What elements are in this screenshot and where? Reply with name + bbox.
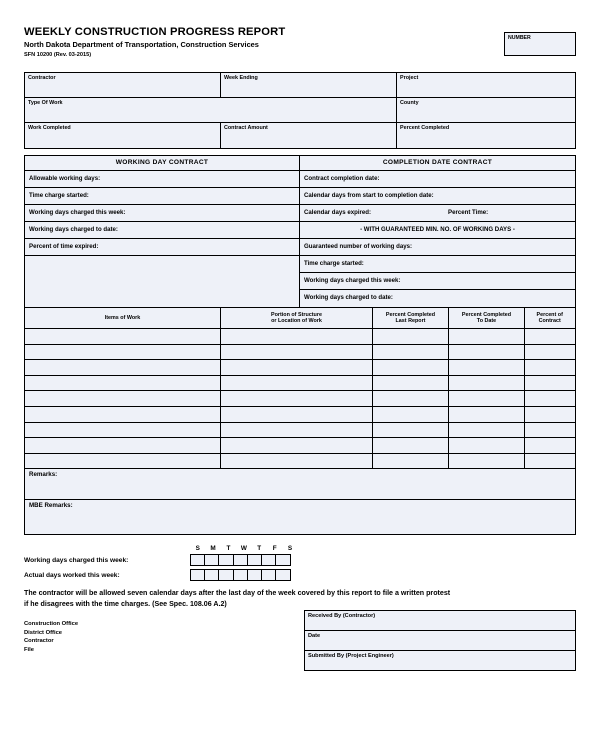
table-cell[interactable] — [525, 376, 574, 391]
table-cell[interactable] — [25, 360, 221, 375]
cdc-row-calendar-days-expired[interactable] — [300, 205, 575, 222]
table-cell[interactable] — [373, 345, 449, 360]
cdc-label-7: Working days charged to date: — [304, 293, 393, 301]
remarks-label: Remarks: — [29, 471, 58, 479]
day-checkbox[interactable] — [261, 569, 276, 581]
cdc-row-charged-to-date[interactable] — [300, 290, 575, 306]
county-label: County — [400, 99, 419, 106]
protest-note-line1: The contractor will be allowed seven calendar days after the last day of the week covered by this report to file a written protest — [24, 589, 451, 598]
table-cell[interactable] — [449, 360, 525, 375]
day-initial: T — [226, 545, 231, 553]
table-row — [25, 376, 575, 392]
table-cell[interactable] — [373, 423, 449, 438]
table-row — [25, 360, 575, 376]
day-initial: S — [287, 545, 293, 553]
table-row — [25, 345, 575, 361]
table-cell[interactable] — [449, 407, 525, 422]
list-item: File — [24, 646, 34, 653]
table-cell[interactable] — [25, 438, 221, 453]
form-sheet — [24, 26, 576, 672]
table-cell[interactable] — [449, 329, 525, 344]
signature-date-label: Date — [308, 632, 321, 639]
wdc-row-charged-to-date[interactable] — [25, 222, 299, 239]
table-row — [25, 391, 575, 407]
wdc-row-percent-time-expired[interactable] — [25, 239, 299, 256]
cdc-row-calendar-days-start-to-completion[interactable] — [300, 188, 575, 205]
cdc-label-5: Time charge started: — [304, 259, 364, 267]
table-cell[interactable] — [449, 376, 525, 391]
day-of-week-header — [190, 544, 576, 553]
cdc-label-1: Calendar days from start to completion date: — [304, 191, 434, 199]
cdc-row-guaranteed-divider — [300, 222, 575, 239]
day-checkbox[interactable] — [233, 554, 248, 566]
items-of-work-table — [24, 308, 576, 535]
cdc-label-4: Guaranteed number of working days: — [304, 242, 413, 250]
table-cell[interactable] — [221, 376, 373, 391]
day-initial: T — [257, 545, 262, 553]
cdc-label-6: Working days charged this week: — [304, 276, 401, 284]
day-checkbox[interactable] — [190, 569, 205, 581]
signature-date-field[interactable] — [305, 631, 575, 651]
column-header-last-report-line1: Percent Completed — [385, 311, 436, 318]
project-field[interactable] — [397, 73, 574, 97]
signature-box — [304, 610, 576, 671]
table-cell[interactable] — [449, 454, 525, 469]
number-label: NUMBER — [508, 34, 531, 41]
form-footer — [24, 612, 576, 672]
day-checkbox[interactable] — [261, 554, 276, 566]
wdc-row-charged-this-week[interactable] — [25, 205, 299, 222]
table-cell[interactable] — [373, 329, 449, 344]
table-cell[interactable] — [449, 423, 525, 438]
table-row — [25, 329, 575, 345]
cdc-label-2: Calendar days expired: — [304, 208, 372, 216]
day-checkbox[interactable] — [247, 554, 262, 566]
table-cell[interactable] — [525, 454, 574, 469]
table-cell[interactable] — [525, 391, 574, 406]
day-initial: F — [272, 545, 277, 553]
week-ending-label: Week Ending — [224, 74, 258, 81]
items-table-body — [25, 329, 575, 469]
day-initial: S — [195, 545, 200, 553]
completion-date-contract-heading: COMPLETION DATE CONTRACT — [300, 156, 575, 171]
table-cell[interactable] — [221, 345, 373, 360]
completion-date-contract-section — [300, 156, 575, 307]
wdc-label-1: Time charge started: — [29, 191, 89, 199]
page-title: WEEKLY CONSTRUCTION PROGRESS REPORT — [24, 26, 286, 38]
table-cell[interactable] — [221, 407, 373, 422]
working-days-charged-label: Working days charged this week: — [24, 557, 129, 565]
contract-sections — [24, 155, 576, 308]
column-header-contract-line1: Percent of — [536, 311, 563, 318]
table-cell[interactable] — [25, 329, 221, 344]
column-header-portion-of-structure — [221, 308, 373, 328]
form-id: SFN 10200 (Rev. 03-2015) — [24, 52, 92, 58]
list-item: Construction Office — [24, 621, 79, 628]
items-table-header — [25, 308, 575, 329]
mbe-remarks-field[interactable] — [25, 500, 575, 534]
column-header-percent-of-contract — [525, 308, 574, 328]
days-section — [24, 544, 576, 581]
table-cell[interactable] — [25, 376, 221, 391]
column-header-to-date-line1: Percent Completed — [461, 311, 512, 318]
column-header-to-date-line2: To Date — [476, 318, 497, 324]
work-completed-label: Work Completed — [28, 124, 71, 131]
column-header-portion-line2: or Location of Work — [271, 318, 322, 324]
percent-completed-field[interactable] — [397, 123, 574, 148]
table-cell[interactable] — [525, 345, 574, 360]
table-cell[interactable] — [373, 360, 449, 375]
contractor-field[interactable] — [25, 73, 221, 97]
table-cell[interactable] — [525, 329, 574, 344]
type-of-work-field[interactable] — [25, 98, 397, 122]
cdc-label-0: Contract completion date: — [304, 174, 380, 182]
submitted-by-label: Submitted By (Project Engineer) — [308, 652, 394, 659]
received-by-label: Received By (Contractor) — [308, 612, 376, 619]
protest-note-line2: if he disagrees with the time charges. (See Spec. 108.06 A.2) — [24, 599, 227, 608]
cdc-label-3: - WITH GUARANTEED MIN. NO. OF WORKING DAYS - — [360, 225, 515, 233]
table-cell[interactable] — [25, 423, 221, 438]
day-checkbox[interactable] — [190, 554, 205, 566]
day-checkbox[interactable] — [275, 554, 290, 566]
day-initial: W — [240, 545, 247, 553]
table-cell[interactable] — [221, 454, 373, 469]
table-cell[interactable] — [25, 407, 221, 422]
table-cell[interactable] — [373, 438, 449, 453]
day-checkbox[interactable] — [204, 569, 219, 581]
table-cell[interactable] — [373, 454, 449, 469]
info-row-3 — [25, 123, 575, 148]
table-cell[interactable] — [25, 345, 221, 360]
mbe-remarks-label: MBE Remarks: — [29, 502, 73, 510]
table-cell[interactable] — [221, 423, 373, 438]
working-days-charged-row — [24, 553, 576, 566]
day-checkbox[interactable] — [218, 569, 233, 581]
table-cell[interactable] — [25, 391, 221, 406]
day-checkbox[interactable] — [233, 569, 248, 581]
percent-completed-label: Percent Completed — [400, 124, 450, 131]
table-cell[interactable] — [449, 438, 525, 453]
table-cell[interactable] — [221, 438, 373, 453]
actual-days-worked-row — [24, 568, 576, 581]
column-header-percent-completed-to-date — [449, 308, 525, 328]
number-field[interactable] — [504, 32, 576, 56]
work-completed-field[interactable] — [25, 123, 221, 148]
column-header-portion-line1: Portion of Structure — [271, 311, 322, 318]
wdc-label-4: Percent of time expired: — [29, 242, 99, 250]
wdc-label-0: Allowable working days: — [29, 174, 101, 182]
contract-amount-field[interactable] — [221, 123, 397, 148]
column-header-contract-line2: Contract — [538, 318, 561, 324]
week-ending-field[interactable] — [221, 73, 397, 97]
table-row — [25, 423, 575, 439]
table-cell[interactable] — [373, 407, 449, 422]
table-row — [25, 407, 575, 423]
cdc-percent-time-label: Percent Time: — [448, 208, 489, 216]
wdc-row-time-charge-started[interactable] — [25, 188, 299, 205]
cdc-row-charged-this-week[interactable] — [300, 273, 575, 290]
cdc-row-guaranteed-working-days[interactable] — [300, 239, 575, 256]
table-cell[interactable] — [373, 376, 449, 391]
actual-days-worked-boxes[interactable] — [190, 569, 289, 581]
table-cell[interactable] — [221, 391, 373, 406]
day-checkbox[interactable] — [204, 554, 219, 566]
info-row-1 — [25, 73, 575, 98]
table-row — [25, 454, 575, 470]
wdc-row-allowable-working-days[interactable] — [25, 171, 299, 188]
column-header-last-report-line2: Last Report — [395, 318, 426, 324]
project-label: Project — [400, 74, 419, 81]
table-cell[interactable] — [525, 423, 574, 438]
received-by-field[interactable] — [305, 611, 575, 631]
table-cell[interactable] — [25, 454, 221, 469]
remarks-field[interactable] — [25, 469, 575, 500]
table-row — [25, 438, 575, 454]
county-field[interactable] — [397, 98, 574, 122]
column-header-items-of-work — [25, 308, 221, 328]
wdc-label-2: Working days charged this week: — [29, 208, 126, 216]
column-header-items-of-work-line1: Items of Work — [104, 314, 141, 321]
form-header — [24, 26, 576, 70]
day-checkbox[interactable] — [218, 554, 233, 566]
wdc-blank-area — [25, 256, 299, 307]
column-header-percent-completed-last-report — [373, 308, 449, 328]
table-cell[interactable] — [221, 360, 373, 375]
submitted-by-field[interactable] — [305, 651, 575, 670]
day-checkbox[interactable] — [275, 569, 290, 581]
list-item: Contractor — [24, 638, 54, 645]
table-cell[interactable] — [525, 407, 574, 422]
agency-subtitle: North Dakota Department of Transportation, Construction Services — [24, 40, 259, 49]
table-cell[interactable] — [449, 345, 525, 360]
wdc-label-3: Working days charged to date: — [29, 225, 118, 233]
list-item: District Office — [24, 629, 63, 636]
working-day-contract-section — [25, 156, 300, 307]
table-cell[interactable] — [449, 391, 525, 406]
info-row-2 — [25, 98, 575, 123]
table-cell[interactable] — [373, 391, 449, 406]
protest-note — [24, 588, 576, 609]
day-initial: M — [210, 545, 216, 553]
table-cell[interactable] — [525, 360, 574, 375]
type-of-work-label: Type Of Work — [28, 99, 63, 106]
working-days-charged-boxes[interactable] — [190, 554, 289, 566]
contract-amount-label: Contract Amount — [224, 124, 268, 131]
table-cell[interactable] — [221, 329, 373, 344]
table-cell[interactable] — [525, 438, 574, 453]
working-day-contract-heading: WORKING DAY CONTRACT — [25, 156, 299, 171]
cdc-row-contract-completion-date[interactable] — [300, 171, 575, 188]
project-info-grid — [24, 72, 576, 149]
cdc-row-time-charge-started[interactable] — [300, 256, 575, 273]
day-checkbox[interactable] — [247, 569, 262, 581]
contractor-label: Contractor — [28, 74, 56, 81]
actual-days-worked-label: Actual days worked this week: — [24, 572, 120, 580]
